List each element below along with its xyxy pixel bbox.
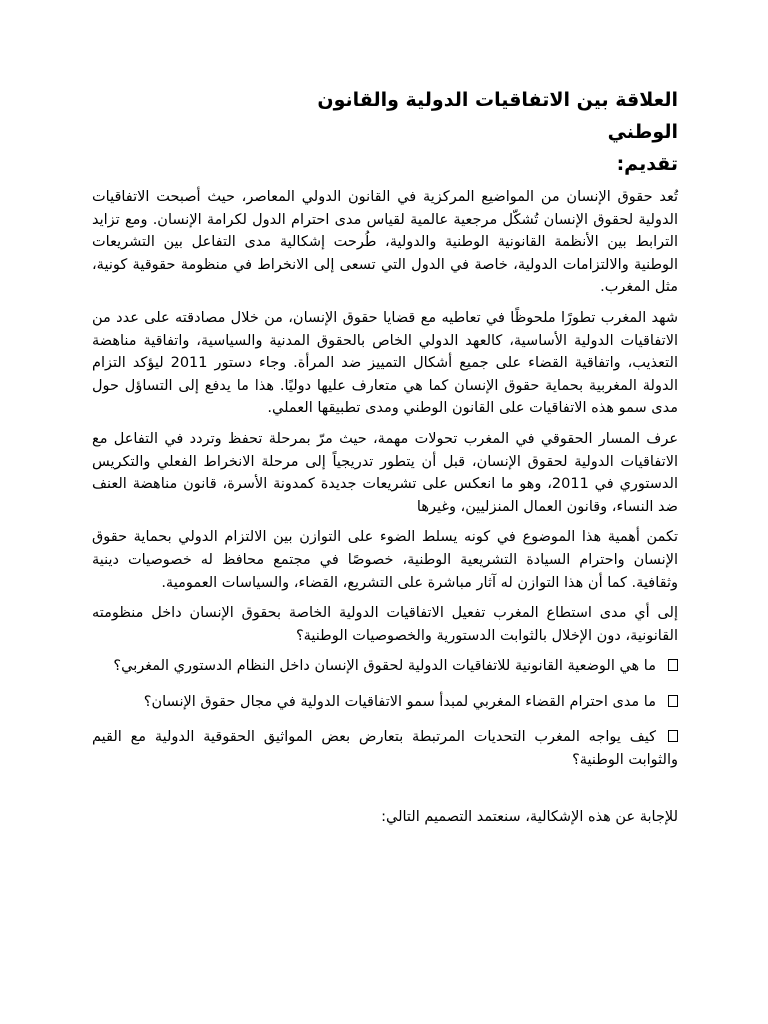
closing-line: للإجابة عن هذه الإشكالية، سنعتمد التصميم التالي:: [381, 808, 678, 825]
intro-heading: تقديم:: [616, 153, 678, 175]
paragraph: تُعد حقوق الإنسان من المواضيع المركزية في القانون الدولي المعاصر، حيث أصبحت الاتفاقيات الدولية لحقوق الإنسان تُشكّل مرجعية عالمية لقياس مدى احترام الدول لكرامة الإنسان. ومع تزايد الترابط بين الأنظمة القانونية الوطنية والدولية، طُرحت إشكالية مدى التفاعل بين التشريعات الوطنية والالتزامات الدولية، خاصة في الدول التي تسعى إلى الانخراط في منظومة حقوقية كونية، مثل المغرب.: [92, 189, 678, 296]
document-title: العلاقة بين الاتفاقيات الدولية والقانون الوطني: [317, 89, 678, 143]
paragraph: عرف المسار الحقوقي في المغرب تحولات مهمة، حيث مرّ بمرحلة تحفظ وتردد في التفاعل مع الاتفاقيات الدولية لحقوق الإنسان، قبل أن يتطور تدريجياً إلى مرحلة الانخراط الفعلي والتكريس الدستوري في 2011، وهو ما انعكس على تشريعات جديدة كمدونة الأسرة، قانون مناهضة العنف ضد النساء، وقانون العمال المنزليين، وغيرها: [92, 430, 678, 515]
question-item: [92, 691, 678, 714]
document-page: [92, 84, 678, 828]
question-item: [92, 655, 678, 678]
question-text: ما مدى احترام القضاء المغربي لمبدأ سمو الاتفاقيات الدولية في مجال حقوق الإنسان؟: [143, 693, 656, 710]
paragraph: شهد المغرب تطورًا ملحوظًا في تعاطيه مع قضايا حقوق الإنسان، من خلال مصادقته على عدد من الاتفاقيات الدولية الأساسية، كالعهد الدولي الخاص بالحقوق المدنية والسياسية، واتفاقية مناهضة التعذيب، واتفاقية القضاء على جميع أشكال التمييز ضد المرأة. وجاء دستور 2011 ليؤكد التزام الدولة المغربية بحماية حقوق الإنسان كما هي متعارف عليها دوليًا. هذا ما يدفع إلى التساؤل حول مدى سمو هذه الاتفاقيات على القانون الوطني ومدى تطبيقها العملي.: [92, 309, 678, 417]
bullet-marker-icon: [668, 695, 678, 707]
question-item: [92, 726, 678, 771]
paragraph: تكمن أهمية هذا الموضوع في كونه يسلط الضوء على التوازن بين الالتزام الدولي بحماية حقوق الإنسان واحترام السيادة التشريعية الوطنية، خصوصًا في مجتمع محافظ له خصوصيات دينية وثقافية. كما أن هذا التوازن له آثار مباشرة على التشريع، القضاء، والسياسات العمومية.: [92, 529, 678, 591]
bullet-marker-icon: [668, 730, 678, 742]
question-text: ما هي الوضعية القانونية للاتفاقيات الدولية لحقوق الإنسان داخل النظام الدستوري المغربي؟: [113, 658, 656, 675]
problem-statement: إلى أي مدى استطاع المغرب تفعيل الاتفاقيات الدولية الخاصة بحقوق الإنسان داخل منظومته القانونية، دون الإخلال بالثوابت الدستورية والخصوصيات الوطنية؟: [92, 605, 678, 644]
question-text: كيف يواجه المغرب التحديات المرتبطة بتعارض بعض المواثيق الحقوقية الدولية مع القيم والثوابت الوطنية؟: [92, 729, 678, 769]
bullet-marker-icon: [668, 659, 678, 671]
